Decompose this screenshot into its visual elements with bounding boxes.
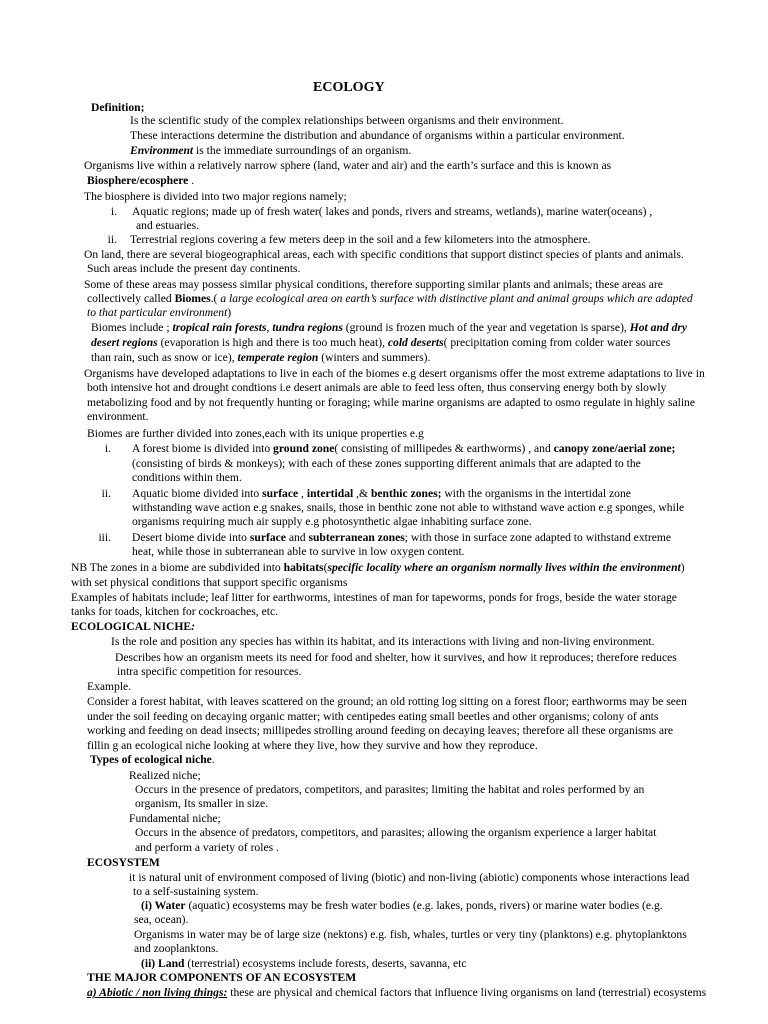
paragraph-line: Biosphere/ecosphere . [87,174,195,187]
list-item-line: heat, while those in subterranean able to survive in low oxygen content. [132,545,465,558]
roman-numeral: ii. [101,487,111,500]
list-item-line: Terrestrial regions covering a few meters deep in the soil and a few kilometers into the atmosphere. [130,233,591,246]
paragraph-line: Biomes are further divided into zones,each with its unique properties e.g [87,427,424,440]
paragraph-line: Is the role and position any species has within its habitat, and its interactions with living and non-living environment. [111,635,655,648]
paragraph-line: (i) Water (aquatic) ecosystems may be fresh water bodies (e.g. lakes, ponds, rivers) or marine water bodies (e.g. [141,899,663,912]
paragraph-line: fillin g an ecological niche looking at where they live, how they survive and how they reproduce. [87,739,538,752]
paragraph-line: Organisms live within a relatively narrow sphere (land, water and air) and the earth’s surface and this is known as [84,159,612,172]
paragraph-line: and perform a variety of roles . [135,841,279,854]
list-item-line: (consisting of birds & monkeys); with each of these zones supporting different animals that are adapted to the [132,457,641,470]
paragraph-line: Examples of habitats include; leaf litter for earthworms, intestines of man for tapeworms, ponds for frogs, beside the water storage [71,591,677,604]
paragraph-line: Example. [87,680,132,693]
paragraph-line: under the soil feeding on decaying organic matter; with centipedes eating small beetles and other organisms; colony of ants [87,710,659,723]
definition-heading: Definition; [91,101,145,114]
paragraph-line: desert regions (evaporation is high and there is too much heat), cold deserts( precipitation coming from colder water sources [91,336,671,349]
paragraph-line: organism, Its smaller in size. [135,797,269,810]
paragraph-line: it is natural unit of environment composed of living (biotic) and non-living (abiotic) components whose interactions lead [129,871,690,884]
paragraph-line: On land, there are several biogeographical areas, each with specific conditions that support distinct species of plants and animals. [84,248,684,261]
paragraph-line: than rain, such as snow or ice), temperate region (winters and summers). [91,351,431,364]
paragraph-line: Such areas include the present day continents. [87,262,301,275]
paragraph-line: tanks for toads, kitchen for cockroaches, etc. [71,605,278,618]
roman-numeral: i. [110,205,117,218]
paragraph-line: working and feeding on dead insects; millipedes strolling around feeding on decaying leaves; therefore all these organisms are [87,724,674,737]
roman-numeral: iii. [98,531,111,544]
paragraph-line: collectively called Biomes.( a large ecological area on earth’s surface with distinctive plant and animal groups which are adapted [87,292,693,305]
paragraph-line: environment. [87,410,149,423]
section-heading: ECOLOGICAL NICHE: [71,620,196,633]
paragraph-line: and zooplanktons. [134,942,219,955]
paragraph-line: Biomes include ; tropical rain forests, tundra regions (ground is frozen much of the year and vegetation is sparse), Hot and dry [91,321,688,334]
list-item-line: and estuaries. [136,219,200,232]
paragraph-line: Describes how an organism meets its need for food and shelter, how it survives, and how it reproduces; therefore reduces [115,651,677,664]
paragraph-line: (ii) Land (terrestrial) ecosystems include forests, deserts, savanna, etc [141,957,467,970]
paragraph-line: Realized niche; [129,769,201,782]
roman-numeral: ii. [107,233,117,246]
subsection-heading: Types of ecological niche. [90,753,215,766]
roman-numeral: i. [104,442,111,455]
section-heading: ECOSYSTEM [87,856,160,869]
definition-point: Is the scientific study of the complex relationships between organisms and their environment. [130,114,564,127]
list-item-line: Aquatic regions; made up of fresh water( lakes and ponds, rivers and streams, wetlands), marine water(oceans) , [132,205,653,218]
paragraph-line: Occurs in the absence of predators, competitors, and parasites; allowing the organism experience a larger habitat [135,826,657,839]
list-item-line: withstanding wave action e.g snakes, snails, those in benthic zone not able to withstand wave action e.g sponges, while [132,501,685,514]
paragraph-line: intra specific competition for resources. [117,665,302,678]
page-title: ECOLOGY [313,80,385,95]
paragraph-line: sea, ocean). [134,913,189,926]
paragraph-line: The biosphere is divided into two major regions namely; [84,190,347,203]
list-item-line: conditions within them. [132,471,242,484]
definition-point: These interactions determine the distribution and abundance of organisms within a particular environment. [130,129,625,142]
paragraph-line: Occurs in the presence of predators, competitors, and parasites; limiting the habitat and roles performed by an [135,783,645,796]
paragraph-line: Some of these areas may possess similar physical conditions, therefore supporting similar plants and animals; these areas are [84,278,663,291]
paragraph-line: metabolizing food and by not frequently hunting or foraging; while marine organisms are adapted to osmo regulate in highly saline [87,396,695,409]
paragraph-line: Organisms in water may be of large size (nektons) e.g. fish, whales, turtles or very tiny (planktons) e.g. phytoplanktons [134,928,687,941]
list-item-line: Aquatic biome divided into surface , intertidal ,& benthic zones; with the organisms in the intertidal zone [132,487,631,500]
list-item-line: A forest biome is divided into ground zone( consisting of millipedes & earthworms) , and canopy zone/aerial zone; [132,442,676,455]
list-item-line: Desert biome divide into surface and subterranean zones; with those in surface zone adapted to withstand extreme [132,531,672,544]
paragraph-line: Organisms have developed adaptations to live in each of the biomes e.g desert organisms offer the most extreme adaptations to live in [84,367,705,380]
section-heading: THE MAJOR COMPONENTS OF AN ECOSYSTEM [87,971,357,984]
paragraph-line: a) Abiotic / non living things: these are physical and chemical factors that influence living organisms on land (terrestrial) ecosystems [87,986,707,999]
paragraph-line: with set physical conditions that support specific organisms [71,576,348,589]
paragraph-line: both intensive hot and drought condtions i.e desert animals are able to feed less often, thus conserving energy both by slowly [87,381,667,394]
paragraph-line: to that particular environment) [87,306,232,319]
paragraph-line: Fundamental niche; [129,812,221,825]
paragraph-line: Consider a forest habitat, with leaves scattered on the ground; an old rotting log sitting on a forest floor; earthworms may be seen [87,695,687,708]
list-item-line: organisms requiring much air supply e.g photosynthetic algae inhabiting surface zone. [132,515,532,528]
definition-point: Environment is the immediate surroundings of an organism. [130,144,412,157]
paragraph-line: NB The zones in a biome are subdivided into habitats(specific locality where an organism normally lives within the environment) [71,561,685,574]
paragraph-line: to a self-sustaining system. [133,885,259,898]
